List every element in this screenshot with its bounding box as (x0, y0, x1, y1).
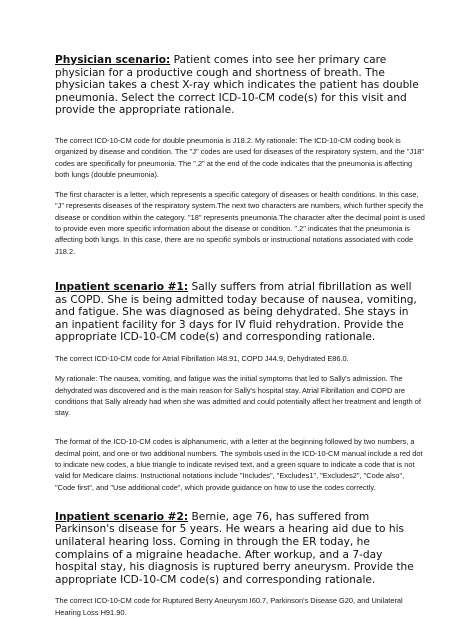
inpatient-scenario-2-prompt (55, 511, 425, 587)
physician-scenario-prompt (55, 54, 425, 117)
document-content (55, 54, 425, 618)
inpatient-1-rationale: My rationale: The nausea, vomiting, and fatigue was the initial symptoms that led to Sally's admission. The dehydrated was discovered and is the main reason for Sally's hospital stay. Atrial Fibrillation and COPD are conditions that Sally already had when she was admitted and could potentially affect her treatment and length of stay. (55, 374, 421, 418)
inpatient-1-format: The format of the ICD-10-CM codes is alphanumeric, with a letter at the beginning followed by two numbers, a decimal point, and one or two additional numbers. The symbols used in the ICD-10-CM manual include a red dot to indicate new codes, a blue triangle to indicate revised text, and a green square to indicate a code that is not valid for Medicare claims. Instructional notations include "Includes", "Excludes1", "Excludes2", "Code also", "Code first", and "Use additional code", which provide guidance on how to use the codes correctly. (55, 437, 423, 492)
inpatient-scenario-1-heading: Inpatient scenario #1: (55, 280, 189, 293)
physician-scenario-text: Patient comes into see her primary care physician for a productive cough and shortness of breath. The physician takes a chest X-ray which indicates the patient has double pneumonia. Select the correct ICD-10-CM code(s) for this visit and provide the appropriate rationale. (55, 54, 419, 117)
inpatient-1-answer: The correct ICD-10-CM code for Atrial Fibrillation I48.91, COPD J44.9, Dehydrated E86.0. (55, 353, 349, 363)
inpatient-2-answer: The correct ICD-10-CM code for Ruptured Berry Aneurysm I60.7, Parkinson's Disease G20, and Unilateral Hearing Loss H91.90. (55, 596, 403, 617)
physician-scenario-heading: Physician scenario: (55, 54, 171, 66)
inpatient-scenario-2-text: Bernie, age 76, has suffered from Parkinson's disease for 5 years. He wears a hearing aid due to his unilateral hearing loss. Coming in through the ER today, he complains of a migraine headache. After workup, and a 7-day hospital stay, his diagnosis is ruptured berry aneurysm. Provide the appropriate ICD-10-CM code(s) and corresponding rationale. (55, 510, 414, 586)
inpatient-scenario-2-heading: Inpatient scenario #2: (55, 510, 189, 523)
inpatient-scenario-1-prompt (55, 281, 425, 344)
inpatient-scenario-1-text: Sally suffers from atrial fibrillation as well as COPD. She is being admitted today because of nausea, vomiting, and fatigue. She was diagnosed as being dehydrated. She stays in an inpatient facility for 3 days for IV fluid rehydration. Provide the appropriate ICD-10-CM code(s) and corresponding rationale. (55, 280, 417, 344)
physician-answer: The correct ICD-10-CM code for double pneumonia is J18.2. My rationale: The ICD-10-CM coding book is organized by disease and condition. The "J" codes are used for diseases of the respiratory system, and the "J18" codes are specifically for pneumonia. The ".2" at the end of the code indicates that the pneumonia is affecting both lungs (double pneumonia). (55, 135, 425, 179)
physician-explanation: The first character is a letter, which represents a specific category of diseases or health conditions. In this case, "J" represents diseases of the respiratory system.The next two characters are numbers, which further specify the disease or condition within the category. "18" represents pneumonia.The character after the decimal point is used to provide even more specific information about the disease or condition. ".2" indicates that the pneumonia is affecting both lungs. In this case, there are no specific symbols or instructional notations associated with code J18.2. (55, 190, 425, 256)
